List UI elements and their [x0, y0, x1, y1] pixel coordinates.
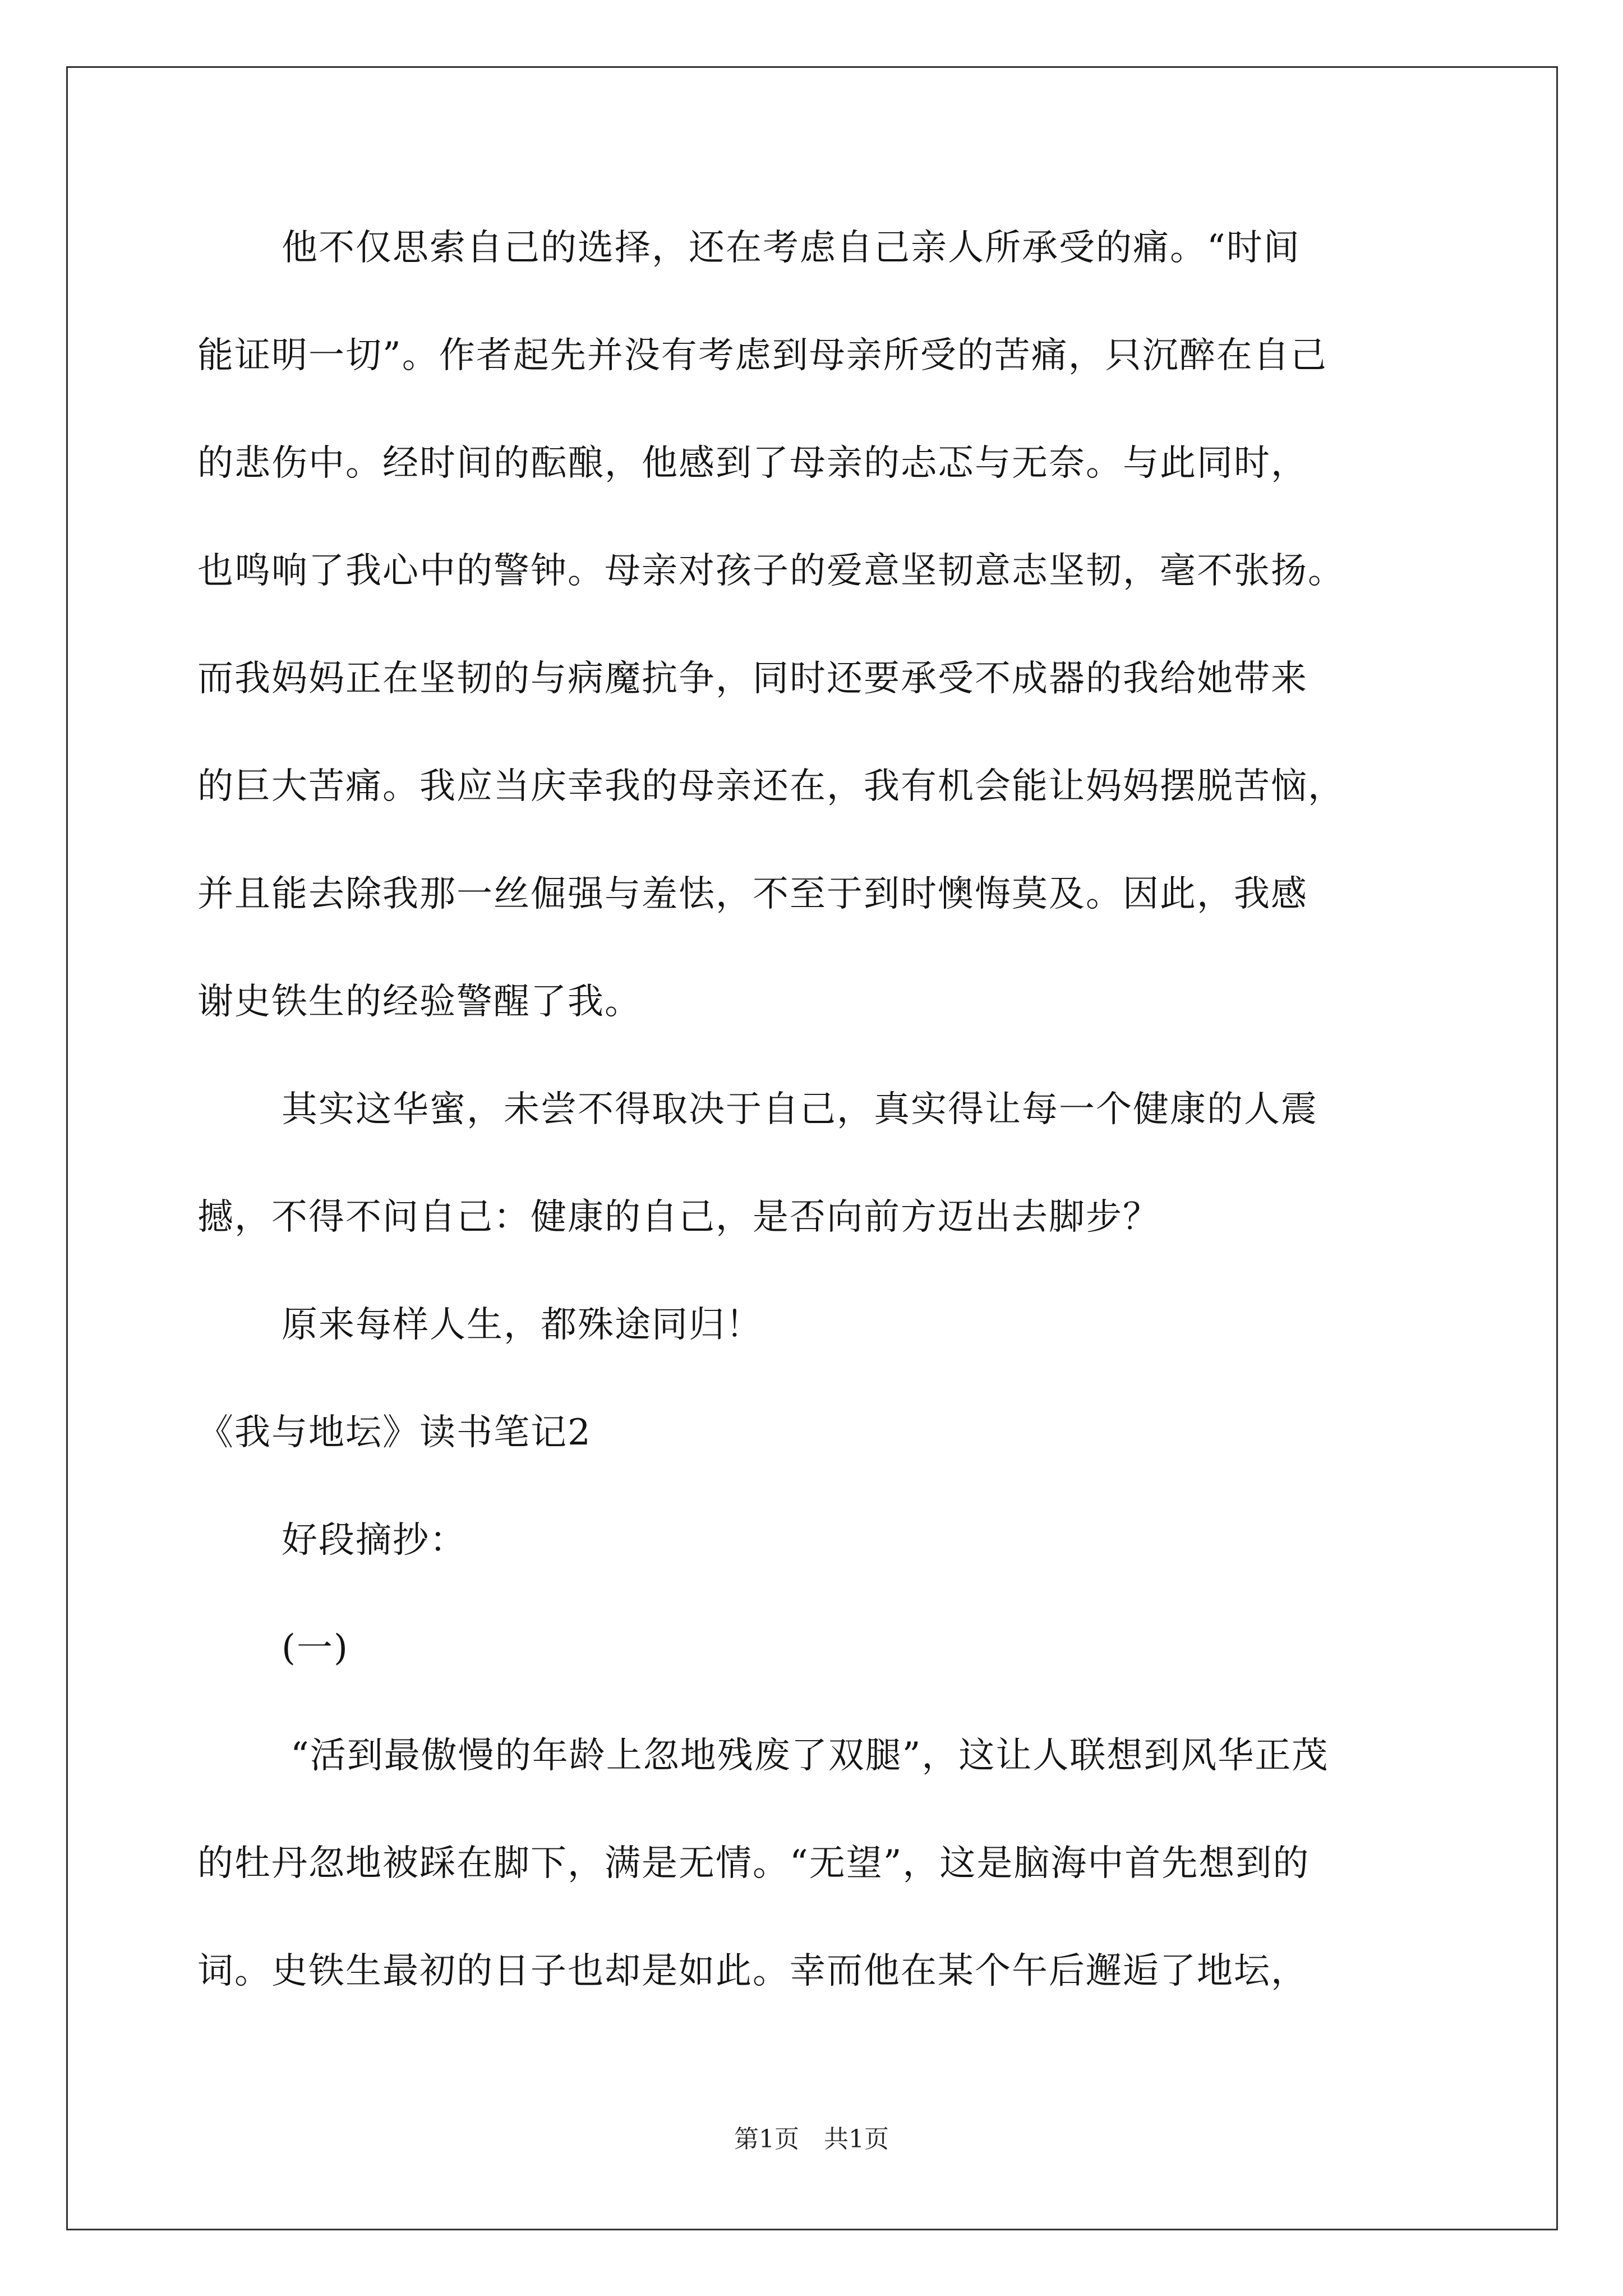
- page-footer: 第1页 共1页: [734, 2125, 889, 2154]
- paragraph-1-line-4: 也鸣响了我心中的警钟。母亲对孩子的爱意坚韧意志坚韧，毫不张扬。: [197, 550, 1345, 592]
- paragraph-1-line-1: 他不仅思索自己的选择，还在考虑自己亲人所承受的痛。“时间: [282, 227, 1301, 269]
- paragraph-1-line-3: 的悲伤中。经时间的酝酿，他感到了母亲的忐忑与无奈。与此同时，: [197, 443, 1308, 484]
- paragraph-1-line-8: 谢史铁生的经验警醒了我。: [197, 981, 642, 1023]
- excerpt-label: 好段摘抄：: [282, 1520, 467, 1561]
- paragraph-1-line-5: 而我妈妈正在坚韧的与病魔抗争，同时还要承受不成器的我给她带来: [197, 658, 1308, 700]
- paragraph-1-line-6: 的巨大苦痛。我应当庆幸我的母亲还在，我有机会能让妈妈摆脱苦恼，: [197, 766, 1345, 807]
- paragraph-1-line-2: 能证明一切”。作者起先并没有考虑到母亲所受的苦痛，只沉醉在自己: [197, 335, 1327, 376]
- excerpt-line-1: “活到最傲慢的年龄上忽地残废了双腿”，这让人联想到风华正茂: [291, 1735, 1329, 1777]
- excerpt-line-3: 词。史铁生最初的日子也却是如此。幸而他在某个午后邂逅了地坛，: [197, 1950, 1308, 1992]
- section-heading: 《我与地坛》读书笔记2: [197, 1412, 592, 1453]
- paragraph-2-line-1: 其实这华蜜，未尝不得取决于自己，真实得让每一个健康的人震: [282, 1089, 1318, 1130]
- excerpt-number: (一): [282, 1627, 349, 1669]
- paragraph-1-line-7: 并且能去除我那一丝倔强与羞怯，不至于到时懊悔莫及。因此，我感: [197, 873, 1308, 915]
- paragraph-2-line-2: 撼，不得不问自己：健康的自己，是否向前方迈出去脚步？: [197, 1197, 1160, 1238]
- paragraph-3-line-1: 原来每样人生，都殊途同归！: [282, 1304, 763, 1346]
- page-border: [66, 66, 1558, 2230]
- excerpt-line-2: 的牡丹忽地被踩在脚下，满是无情。“无望”，这是脑海中首先想到的: [197, 1843, 1310, 1884]
